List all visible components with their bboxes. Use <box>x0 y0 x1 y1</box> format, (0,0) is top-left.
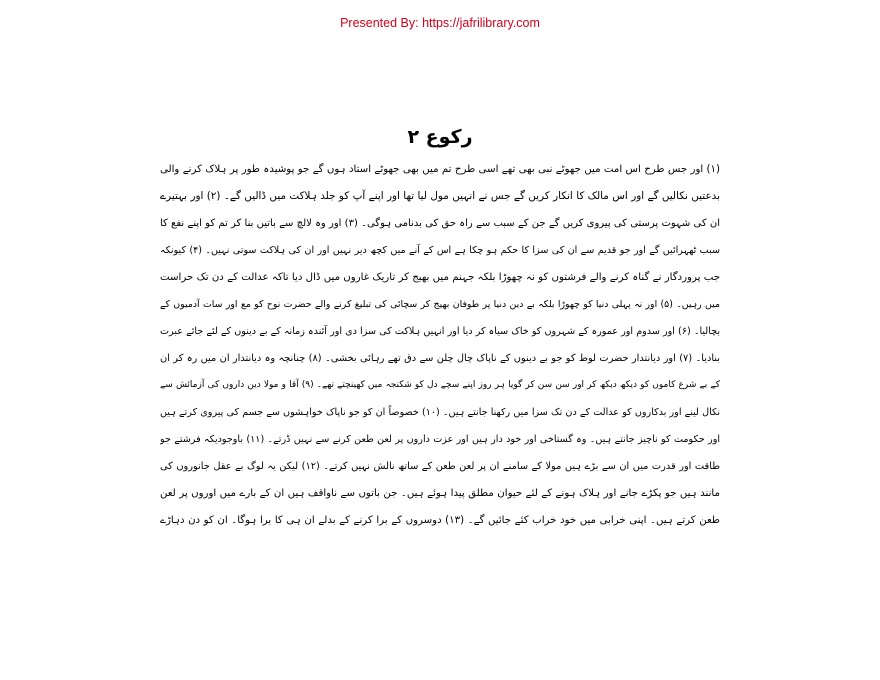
text-line: طعن کرتے ہیں۔ اپنی خرابی میں خود خراب کئے جائیں گے۔ (۱۳) دوسروں کے برا کرنے کے بدلے ان ہی کا برا ہوگا۔ ان کو دن دہاڑے <box>160 515 720 526</box>
text-line: مانند ہیں جو پکڑے جانے اور ہلاک ہونے کے لئے حیوان مطلق پیدا ہوئے ہیں۔ جن باتوں سے ناواقف ہیں ان کے بارے میں اوروں پر لعن <box>160 488 720 499</box>
section-heading: رکوع ۲ <box>407 126 473 148</box>
text-line: اور حکومت کو ناچیز جانتے ہیں۔ وہ گستاخی اور خود دار ہیں اور عزت داروں پر لعن طعن کرنے سے نہیں ڈرتے۔ (۱۱) باوجودیکہ فرشتے جو <box>160 434 720 445</box>
text-line: ان کی شہوت پرستی کی پیروی کریں گے جن کے سبب سے راہ حق کی بدنامی ہوگی۔ (۳) اور وہ لالچ سے باتیں بنا کر تم کو اپنے نفع کا <box>160 218 720 229</box>
text-line: کے بے شرع کاموں کو دیکھ دیکھ کر اور سن سن کر گویا ہر روز اپنے سچے دل کو شکنجہ میں کھینچتے تھے۔ (۹) آقا و مولا دین داروں کی آزمائش سے <box>160 380 720 390</box>
presented-by-header[interactable]: Presented By: https://jafrilibrary.com <box>340 16 540 30</box>
text-line: میں رہیں۔ (۵) اور نہ پہلی دنیا کو چھوڑا بلکہ بے دین دنیا پر طوفان بھیج کر سچائی کی تبلیغ کرنے والے حضرت نوح کو مع اور سات آدمیوں کے <box>160 299 720 310</box>
text-line: بچالیا۔ (۶) اور سدوم اور عمورہ کے شہروں کو خاک سیاہ کر دیا اور انہیں ہلاکت کی سزا دی اور آئندہ زمانہ کے بے دینوں کے لئے جائے عبرت <box>160 326 720 337</box>
text-line: جب پروردگار نے گناہ کرنے والے فرشتوں کو نہ چھوڑا بلکہ جہنم میں بھیج کر تاریک غاروں میں ڈال دیا تاکہ عدالت کے دن تک حراست <box>160 272 720 283</box>
text-line: بدعتیں نکالیں گے اور اس مالک کا انکار کریں گے جس نے انہیں مول لیا تھا اور اپنے آپ کو جلد ہلاکت میں ڈالیں گے۔ (۲) اور بہتیرے <box>160 190 720 202</box>
body-text <box>160 156 720 534</box>
text-line: نکال لینے اور بدکاروں کو عدالت کے دن تک سزا میں رکھنا جانتے ہیں۔ (۱۰) خصوصاً ان کو جو ناپاک خواہشوں سے جسم کی پیروی کرتے ہیں <box>160 407 720 418</box>
text-line: طاقت اور قدرت میں ان سے بڑے ہیں مولا کے سامنے ان پر لعن طعن کے ساتھ نالش نہیں کرتے۔ (۱۲) لیکن یہ لوگ بے عقل جانوروں کی <box>160 461 720 472</box>
text-line: بنادیا۔ (۷) اور دیانتدار حضرت لوط کو جو بے دینوں کے ناپاک چال چلن سے دق تھے رہائی بخشی۔ (۸) چنانچہ وہ دیانتدار ان میں رہ کر ان <box>160 353 720 364</box>
text-line: (۱) اور جس طرح اس امت میں جھوٹے نبی بھی تھے اسی طرح تم میں بھی جھوٹے استاد ہوں گے جو پوشیدہ طور پر ہلاک کرنے والی <box>160 164 720 175</box>
text-line: سبب ٹھہرائیں گے اور جو قدیم سے ان کی سزا کا حکم ہو چکا ہے اس کے آنے میں کچھ دیر نہیں اور ان کی ہلاکت سوتی نہیں۔ (۴) کیونکہ <box>160 245 720 256</box>
